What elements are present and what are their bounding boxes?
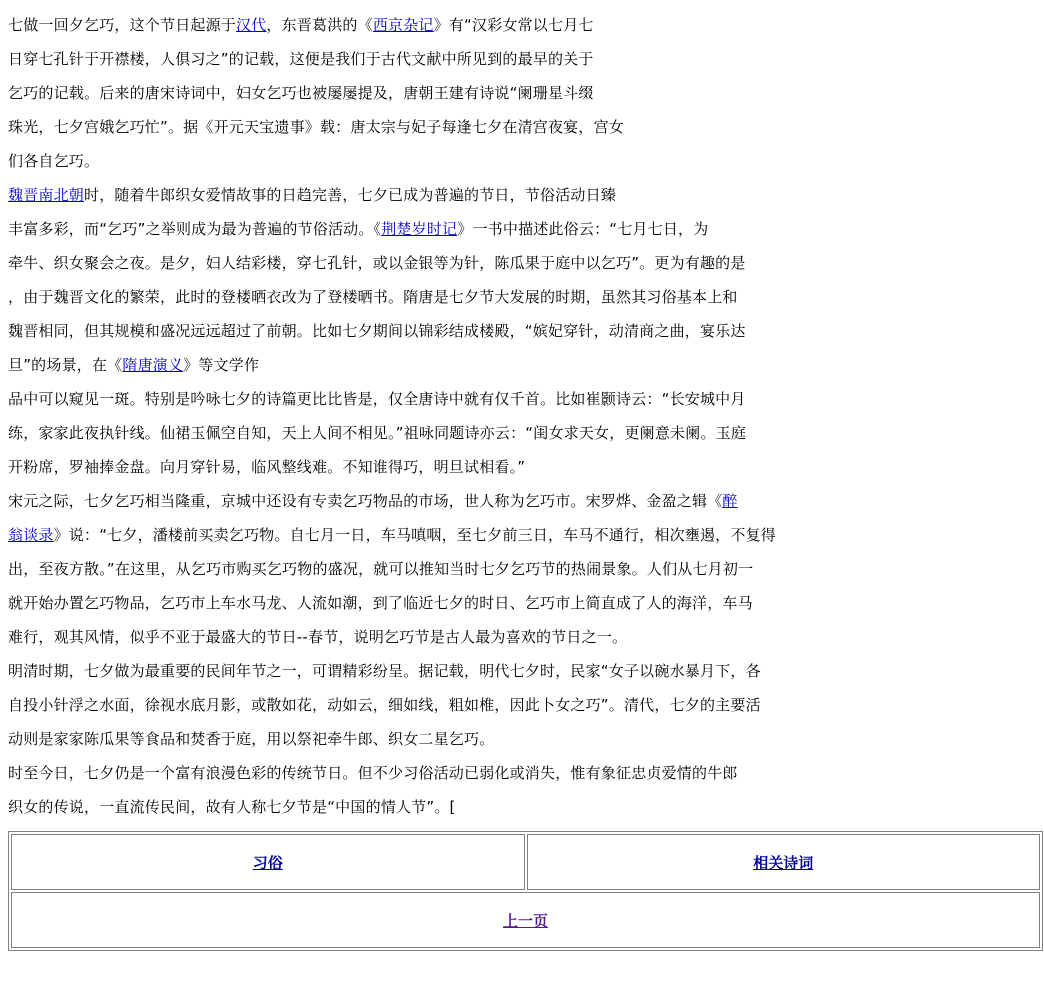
nav-table [8,831,1043,951]
related-poems-link[interactable]: 相关诗词 [753,853,814,872]
text-segment: 》有“汉彩女常以七月七 [433,16,594,34]
text-segment: 时，随着牛郎织女爱情故事的日趋完善，七夕已成为普遍的节日，节俗活动日臻 [84,186,617,204]
inline-link[interactable]: 汉代 [236,16,267,34]
article-body [8,8,1038,824]
text-segment: 魏晋相同，但其规模和盛况远远超过了前朝。比如七夕期间以锦彩结成楼殿，“嫔妃穿针，动清商之曲，宴乐达 [8,322,746,340]
text-segment: 品中可以窥见一斑。特别是吟咏七夕的诗篇更比比皆是，仅全唐诗中就有仅千首。比如崔颢诗云：“长安城中月 [8,390,746,408]
inline-link[interactable]: 荆楚岁时记 [381,220,458,238]
text-segment: 难行，观其风情，似乎不亚于最盛大的节日--春节，说明乞巧节是古人最为喜欢的节日之一。 [8,628,628,646]
text-line [8,722,1038,756]
text-segment: ，东晋葛洪的《 [266,16,373,34]
customs-link[interactable]: 习俗 [252,853,283,872]
text-segment: 》说：“七夕，潘楼前买卖乞巧物。自七月一日，车马嗔咽，至七夕前三日，车马不通行，相次壅遏，不复得 [53,526,776,544]
text-line [8,144,1038,178]
text-segment: 日穿七孔针于开襟楼，人俱习之”的记载，这便是我们于古代文献中所见到的最早的关于 [8,50,594,68]
text-line [8,8,1038,42]
inline-link[interactable]: 魏晋南北朝 [8,186,85,204]
text-segment: ，由于魏晋文化的繁荣，此时的登楼晒衣改为了登楼晒书。隋唐是七夕节大发展的时期，虽然其习俗基本上和 [8,288,738,306]
text-segment: 牵牛、织女聚会之夜。是夕，妇人结彩楼，穿七孔针，或以金银等为针，陈瓜果于庭中以乞巧”。更为有趣的是 [8,254,746,272]
text-line [8,552,1038,586]
text-line [8,790,1038,824]
text-line [8,416,1038,450]
text-line [8,654,1038,688]
text-line [8,620,1038,654]
text-line [8,450,1038,484]
inline-link[interactable]: 隋唐演义 [122,356,184,374]
text-segment: 旦”的场景，在《 [8,356,123,374]
text-line [8,518,1038,552]
nav-cell-poems [527,834,1041,890]
text-segment: 织女的传说，一直流传民间，故有人称七夕节是“中国的情人节”。[ [8,798,456,816]
text-line [8,688,1038,722]
text-line [8,348,1038,382]
nav-cell-prev [11,892,1040,948]
text-segment: 时至今日，七夕仍是一个富有浪漫色彩的传统节日。但不少习俗活动已弱化或消失，惟有象征忠贞爱情的牛郎 [8,764,738,782]
previous-page-link[interactable]: 上一页 [502,911,548,930]
text-segment: 》等文学作 [183,356,260,374]
text-line [8,314,1038,348]
text-segment: 们各自乞巧。 [8,152,100,170]
text-segment: 乞巧的记载。后来的唐宋诗词中，妇女乞巧也被屡屡提及，唐朝王建有诗说“阑珊星斗缀 [8,84,594,102]
text-segment: 就开始办置乞巧物品，乞巧市上车水马龙、人流如潮，到了临近七夕的时日、乞巧市上简直成了人的海洋，车马 [8,594,753,612]
text-line [8,178,1038,212]
text-segment: 七做一回夕乞巧，这个节日起源于 [8,16,237,34]
text-line [8,212,1038,246]
text-line [8,280,1038,314]
text-segment: 》一书中描述此俗云：“七月七日，为 [457,220,709,238]
text-segment: 开粉席，罗袖捧金盘。向月穿针易，临风整线难。不知谁得巧，明旦试相看。” [8,458,526,476]
text-line [8,76,1038,110]
text-line [8,110,1038,144]
text-segment: 出，至夜方散。”在这里，从乞巧市购买乞巧物的盛况，就可以推知当时七夕乞巧节的热闹景象。人们从七月初一 [8,560,754,578]
text-line [8,382,1038,416]
text-segment: 丰富多彩，而“乞巧”之举则成为最为普遍的节俗活动。《 [8,220,382,238]
inline-link[interactable]: 醉 [722,492,738,510]
inline-link[interactable]: 翁谈录 [8,526,54,544]
inline-link[interactable]: 西京杂记 [372,16,434,34]
text-segment: 自投小针浮之水面，徐视水底月影，或散如花，动如云，细如线，粗如椎，因此卜女之巧”。清代，七夕的主要活 [8,696,761,714]
text-segment: 宋元之际，七夕乞巧相当隆重，京城中还设有专卖乞巧物品的市场，世人称为乞巧市。宋罗烨、金盈之辑《 [8,492,723,510]
text-segment: 练，家家此夜执针线。仙裙玉佩空自知，天上人间不相见。”祖咏同题诗亦云：“闺女求天女，更阑意未阑。玉庭 [8,424,747,442]
text-line [8,756,1038,790]
text-line [8,246,1038,280]
text-line [8,586,1038,620]
text-segment: 动则是家家陈瓜果等食品和焚香于庭，用以祭祀牵牛郎、织女二星乞巧。 [8,730,495,748]
nav-cell-customs [11,834,525,890]
text-segment: 明清时期，七夕做为最重要的民间年节之一，可谓精彩纷呈。据记载，明代七夕时，民家“女子以碗水暴月下，各 [8,662,761,680]
text-line [8,484,1038,518]
text-line [8,42,1038,76]
text-segment: 珠光，七夕宫娥乞巧忙”。据《开元天宝遗事》载：唐太宗与妃子每逢七夕在清宫夜宴，宫女 [8,118,624,136]
